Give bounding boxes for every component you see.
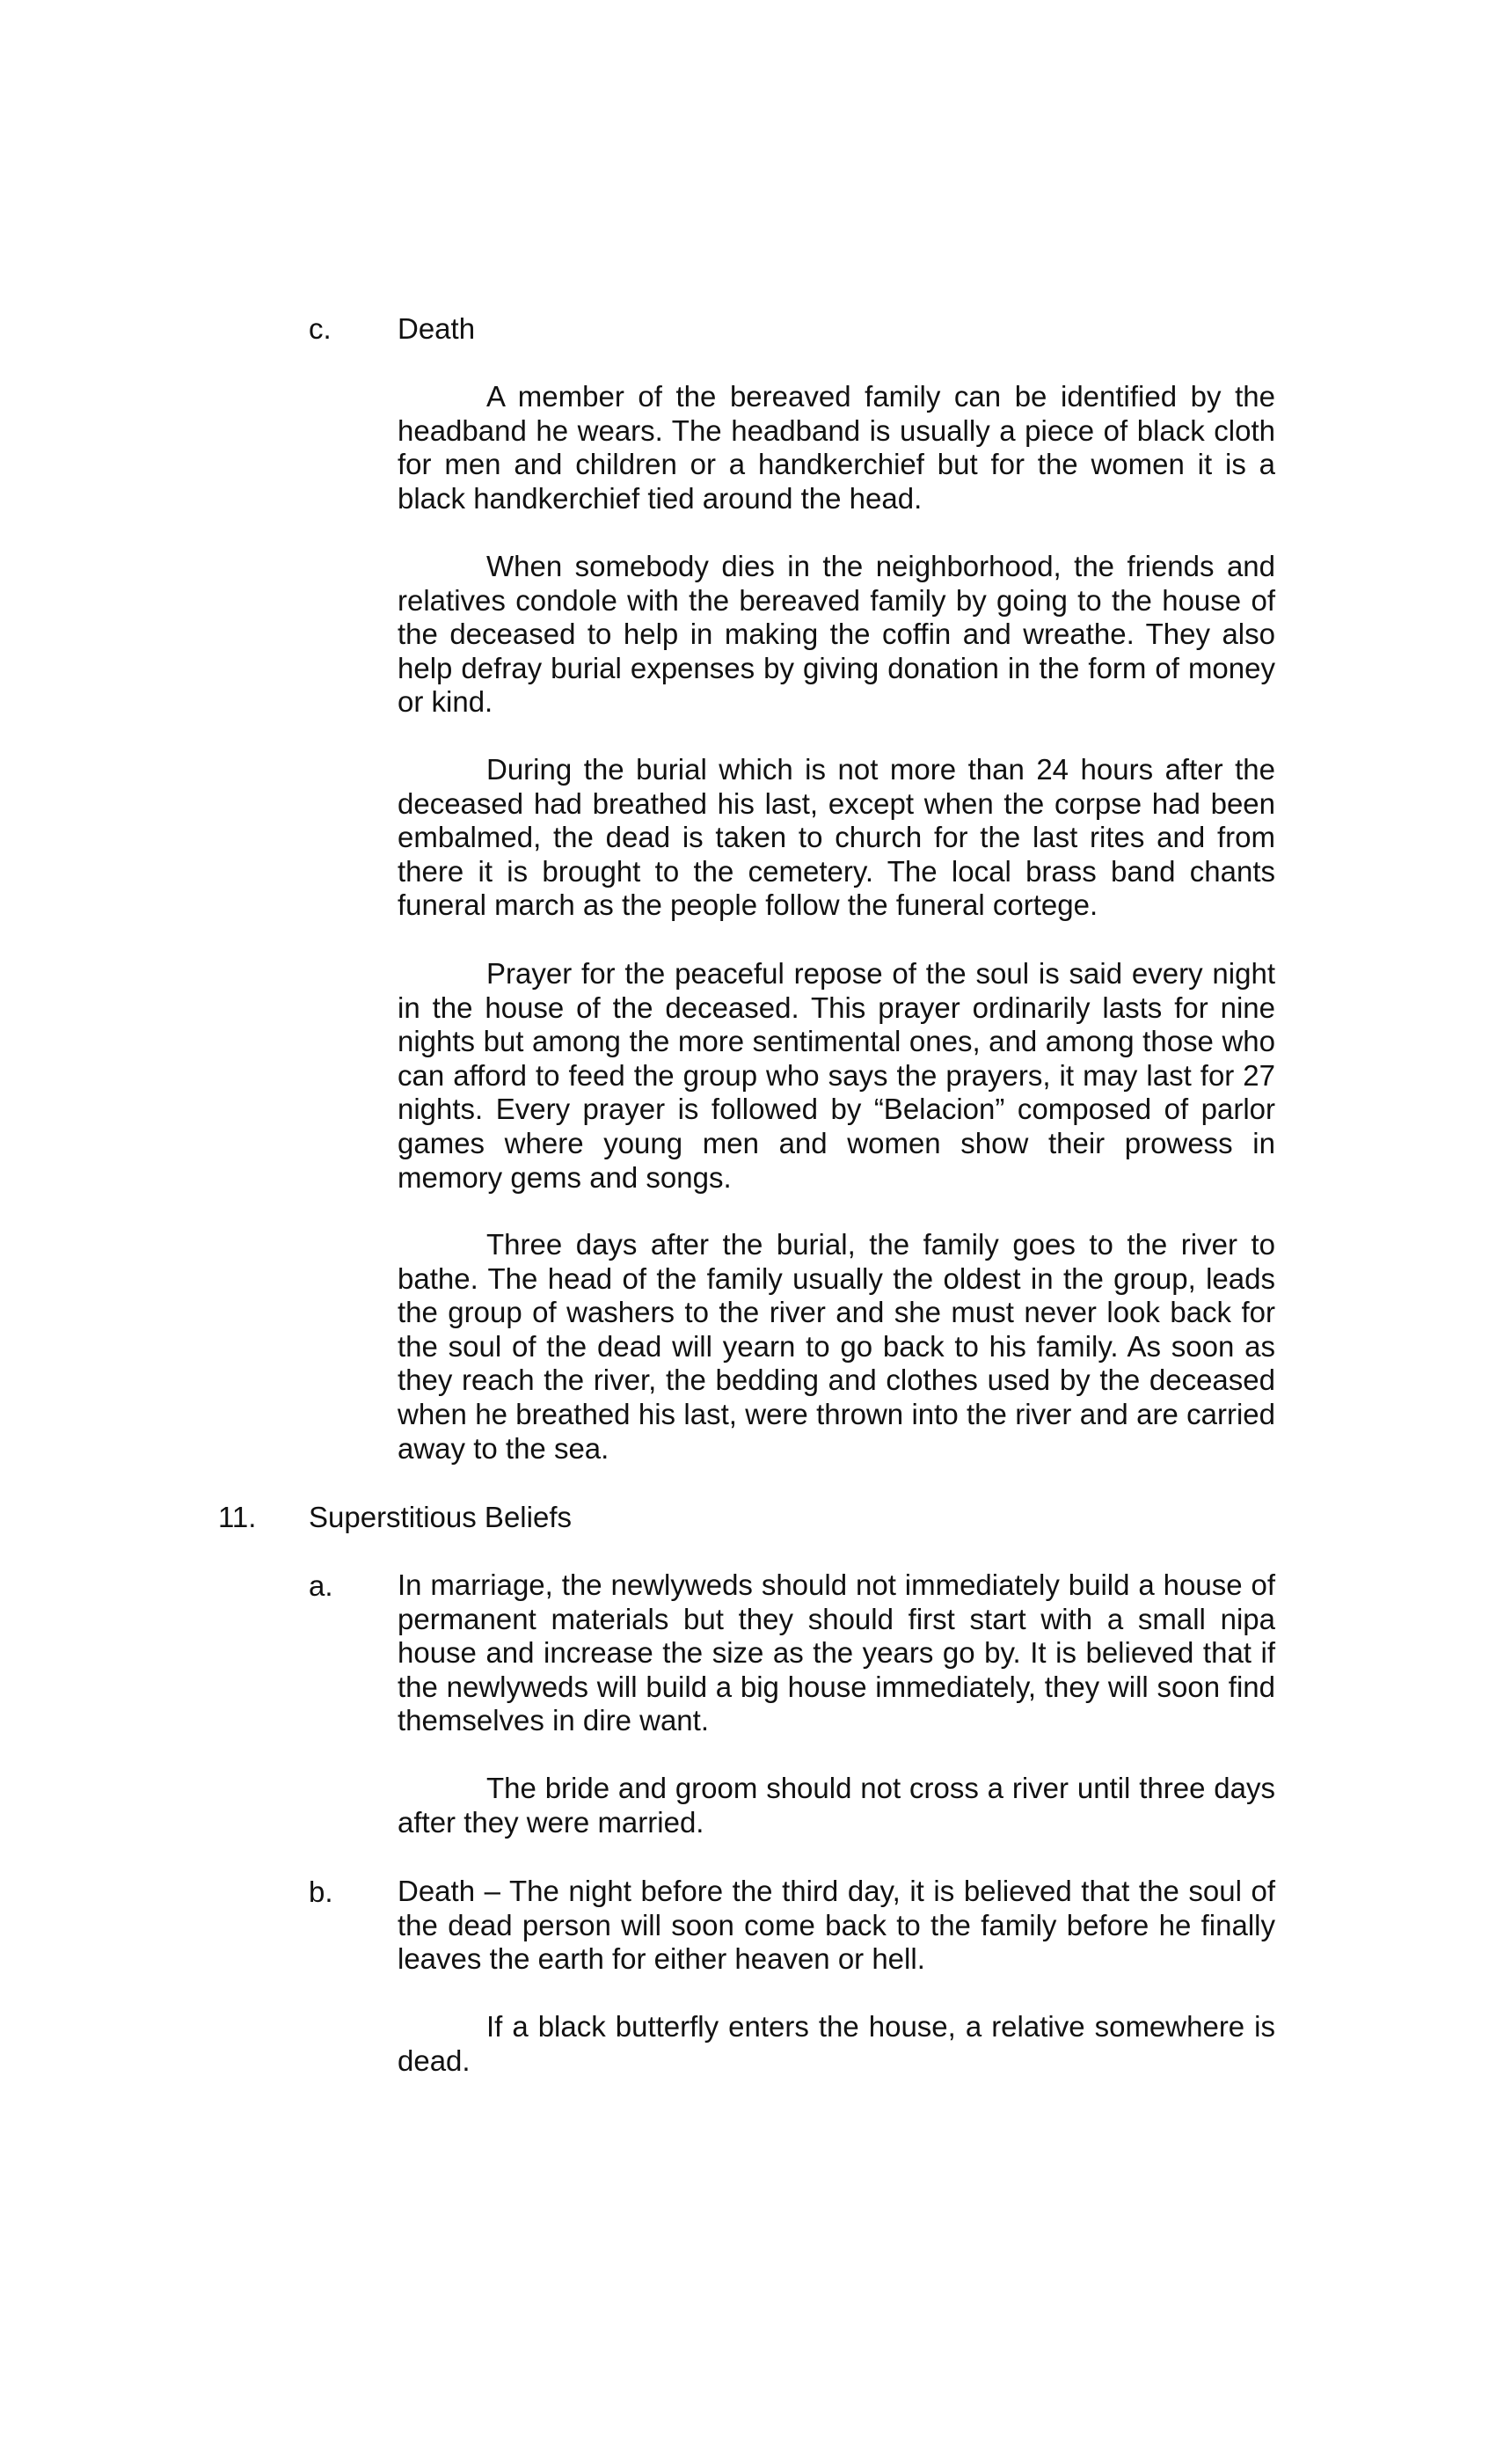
item-a-paragraph-2: The bride and groom should not cross a river until three days after they were married. [398,1772,1275,1839]
death-paragraph-3: During the burial which is not more than 24 hours after the deceased had breathed his last, except when the corpse had been embalmed, the dead is taken to church for the last rites and from there it is brought to the cemetery. The local brass band chants funeral march as the people follow the funeral cortege. [398,753,1275,922]
item-a-paragraph-1: In marriage, the newlyweds should not immediately build a house of permanent materials but they should first start with a small nipa house and increase the size as the years go by. It is believed that if the newlyweds will build a big house immediately, they will soon find themselves in dire want. [398,1568,1275,1737]
death-paragraph-1: A member of the bereaved family can be identified by the headband he wears. The headband is usually a piece of black cloth for men and children or a handkerchief but for the women it is a black handkerchief tied around the head. [398,380,1275,515]
death-paragraph-2: When somebody dies in the neighborhood, the friends and relatives condole with the bereaved family by going to the house of the deceased to help in making the coffin and wreathe. They also help defray burial expenses by giving donation in the form of money or kind. [398,550,1275,719]
section-11-title: Superstitious Beliefs [309,1501,572,1533]
section-c-marker: c. [309,312,332,345]
section-11-marker: 11. [218,1501,257,1533]
section-c-title: Death [398,312,476,345]
item-a-marker: a. [309,1569,333,1602]
item-b-paragraph-1: Death – The night before the third day, it is believed that the soul of the dead person will soon come back to the family before he finally leaves the earth for either heaven or hell. [398,1875,1275,1976]
item-b-paragraph-2: If a black butterfly enters the house, a relative somewhere is dead. [398,2010,1275,2077]
item-b-marker: b. [309,1875,333,1908]
death-paragraph-5: Three days after the burial, the family goes to the river to bathe. The head of the family usually the oldest in the group, leads the group of washers to the river and she must never look back for the soul of the dead will yearn to go back to his family. As soon as they reach the river, the bedding and clothes used by the deceased when he breathed his last, were thrown into the river and are carried away to the sea. [398,1228,1275,1465]
death-paragraph-4: Prayer for the peaceful repose of the soul is said every night in the house of the deceased. This prayer ordinarily lasts for nine nights but among the more sentimental ones, and among those who can afford to feed the group who says the prayers, it may last for 27 nights. Every prayer is followed by “Belacion” composed of parlor games where young men and women show their prowess in memory gems and songs. [398,957,1275,1194]
